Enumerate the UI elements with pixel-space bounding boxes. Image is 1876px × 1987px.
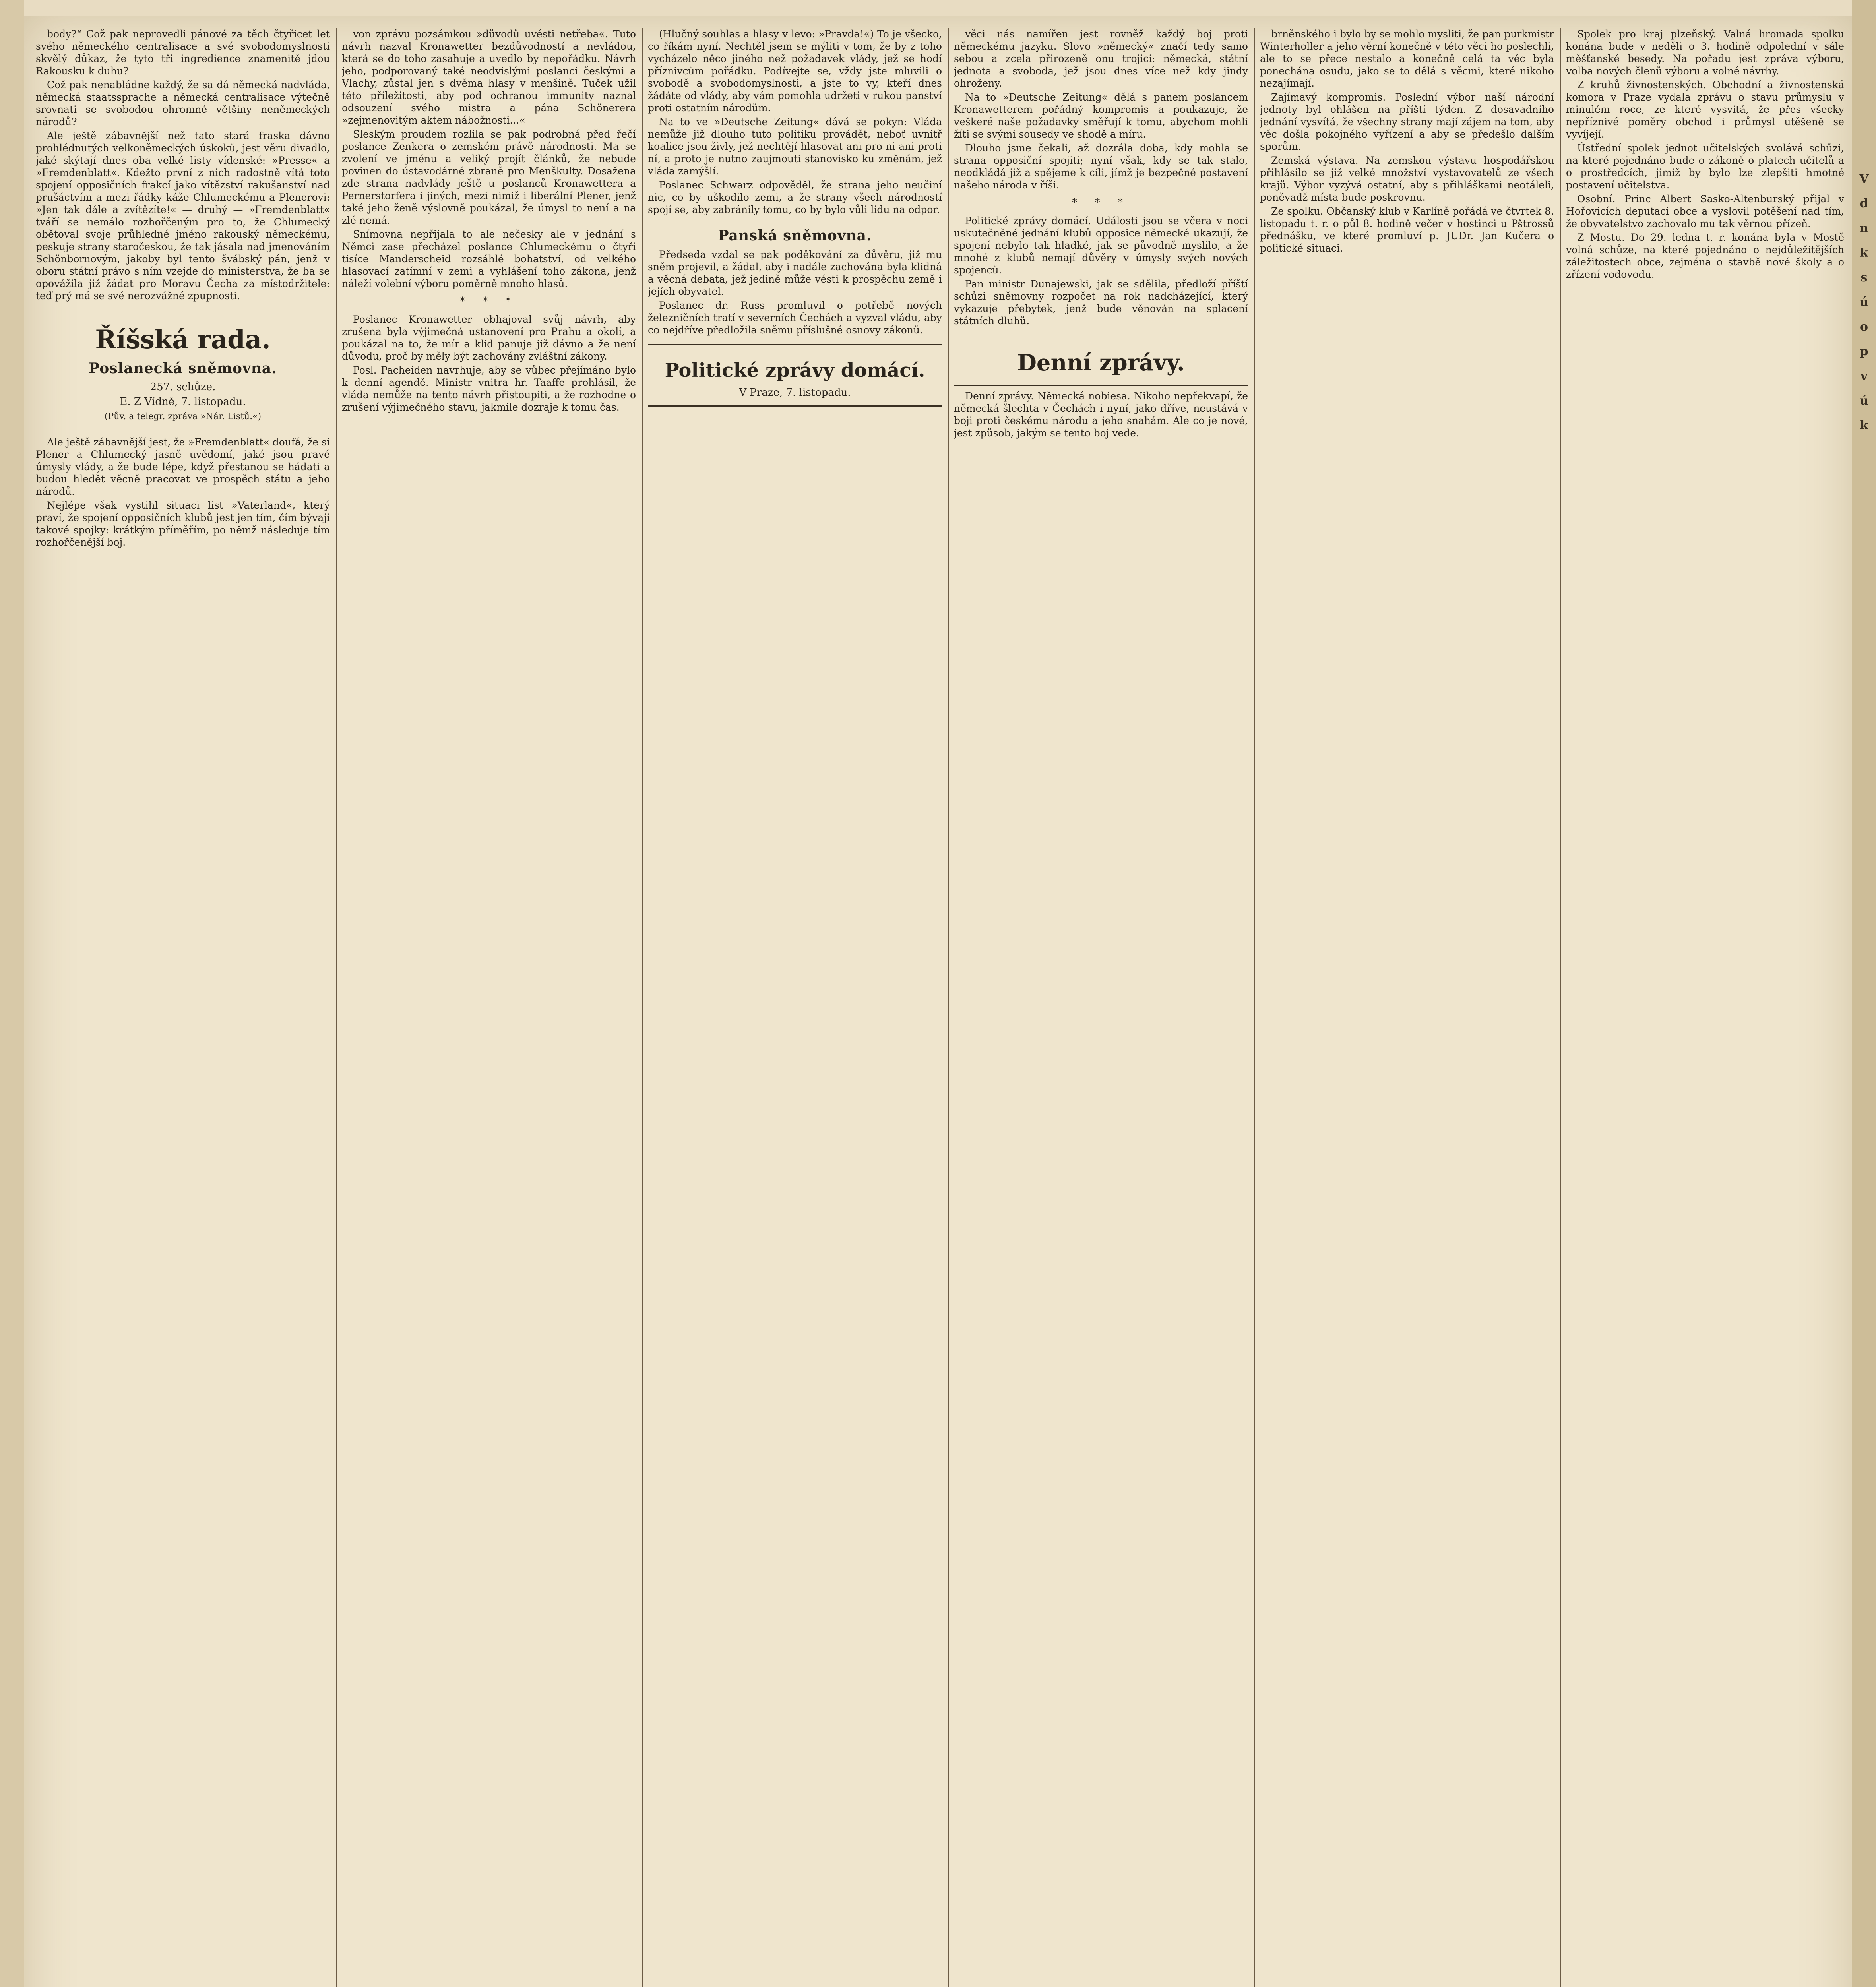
edge-letter: v [1860,369,1868,383]
column-4 [954,28,1248,1987]
denni-heading-block [954,335,1248,386]
section-title-panska: Panská sněmovna. [718,227,872,244]
column-3 [648,28,942,1987]
edge-letter: d [1860,197,1868,211]
paragraph: Z kruhů živnostenských. Obchodní a živnostenská komora v Praze vydala zprávu o stavu průmyslu v minulém roce, ze které vysvítá, že přes všecky nepříznivé poměry obchod i průmysl utěšeně se vyvíjejí. [1566,79,1844,140]
edge-letter: o [1860,320,1868,334]
column-2 [342,28,636,1987]
edge-letter: k [1860,246,1868,260]
column-1 [36,28,330,1987]
edge-letter: n [1860,221,1868,235]
column-5 [1260,28,1554,1987]
paragraph: Na to ve »Deutsche Zeitung« dává se pokyn: Vláda nemůže již dlouho tuto politiku provádět, neboť uvnitř koalice jsou živly, jež nechtějí hlasovat ani pro ni ani proti ní, a proto je nutno zaujmouti stanovisko ku změnám, jež vláda zamýšlí. [648,116,942,177]
right-page-edge [1852,0,1876,1987]
column-rule [336,28,337,1987]
paragraph: Na to »Deutsche Zeitung« dělá s panem poslancem Kronawetterem pořádný kompromis a poukazuje, že veškeré naše požadavky směřují k tomu, abychom mohli žíti se svými sousedy ve shodě a míru. [954,91,1248,140]
paragraph: body?“ Což pak neprovedli pánové za těch čtyřicet let svého německého centralisace a své svobodomyslnosti skvělý důkaz, že tyto tři ingredience znamenitě jdou Rakousku k duhu? [36,28,330,77]
paragraph: Předseda vzdal se pak poděkování za důvěru, již mu sněm projevil, a žádal, aby i nadále zachována byla klidná a věcná debata, jež jedině může vésti k prospěchu země i jejích obyvatel. [648,249,942,297]
column-rule [642,28,643,1987]
paragraph: Což pak nenabládne každý, že sa dá německá nadvláda, německá staatssprache a německá centralisace výtečně srovnati se svobodou ohromné většiny neněmeckých národů? [36,79,330,128]
paragraph: Ale ještě zábavnější jest, že »Fremdenblatt« doufá, že si Plener a Chlumecký jasně uvědomí, jaké jsou pravé úmysly vlády, a že bude lépe, když přestanou se hádati a budou hledět věcně pracovat ve prospěch státu a jeho národů. [36,436,330,497]
paragraph: Pan ministr Dunajewski, jak se sdělila, předloží příští schůzi sněmovny rozpočet na rok nadcházející, který vykazuje přebytek, jenž bude věnován na splacení státních dluhů. [954,278,1248,327]
paragraph: Snímovna nepřijala to ale nečesky ale v jednání s Němci zase přecházel poslance Chlumeckému o čtyři tisíce Manderscheid rozsáhlé bohatství, od velkého hlasovací zatímní v zemi a vyhlášení toho zákona, jenž náleží volební výboru poměrně mnoho hlasů. [342,229,636,289]
section-title-rada: Říšská rada. [95,325,271,354]
paragraph: Spolek pro kraj plzeňský. Valná hromada spolku konána bude v neděli o 3. hodině odpolední v sále měšťanské besedy. Na pořadu jest zpráva výboru, volba nových členů výboru a volné návrhy. [1566,28,1844,77]
edge-letter: p [1860,345,1868,358]
paragraph: věci nás namířen jest rovněž každý boj proti německému jazyku. Slovo »německý« značí tedy samo sebou a zcela přirozeně onu trojici: německá, státní jednota a svoboda, jež jsou dnes více než kdy jindy ohroženy. [954,28,1248,89]
newspaper-page [24,16,1852,1987]
paragraph: Ale ještě zábavnější než tato stará fraska dávno prohlédnutých velkoněmeckých úskoků, jest věru divadlo, jaké skýtají dnes oba velké listy vídenské: »Presse« a »Fremdenblatt«. Kdežto první z nich radostně vítá toto spojení opposičních frakcí jako vítězství rakušanství nad prušáctvím a mezi řádky káže Chlumeckému a Plenerovi: »Jen tak dále a zvítězíte!« — druhý — »Fremdenblatt« tváří se nemálo rozhořčeným pro to, že Chlumecký obětoval svoje průhledné jméno rakouský německému, peskuje strany staročeskou, že tak jásala nad jmenováním Schönbornovým, jakoby byl tento švábský pán, jenž v oboru státní právo s ním vzejde do ministerstva, že ba se opovážila již žádat pro Moravu Čecha za místodržitele: teď prý má se své nerozvážné zpupnosti. [36,130,330,302]
paragraph: Sleským proudem rozlila se pak podrobná před řečí poslance Zenkera o zemském právě národnosti. Ma se zvolení ve jménu a veliký projít článků, že nebude povinen do ústavodárné zbraně pro Menškulty. Dosažena zde strana nadvlády ještě u poslanců Kronawettera a Pernerstorfera i jiných, mezi nimiž i liberální Plener, jenž také jeho ženě výslovně poukázal, že úmysl to není a na zlé nemá. [342,128,636,226]
paragraph: Politické zprávy domácí. Události jsou se včera v noci uskutečněné jednání klubů opposice německé ukazují, že spojení nebylo tak hladké, jak se původně myslilo, a že mnohé z klubů nemají důvěry v úmysly svých nových spojenců. [954,215,1248,276]
dateline: E. Z Vídně, 7. listopadu. [120,396,246,408]
section-title-politicke: Politické zprávy domácí. [665,359,925,382]
edge-letter: k [1860,418,1868,432]
section-subtitle-snem: Poslanecká sněmovna. [89,360,277,377]
paragraph: (Hlučný souhlas a hlasy v levo: »Pravda!«) To je všecko, co říkám nyní. Nechtěl jsem se mýliti v tom, že by z toho vycházelo něco jiného než požadavek vlády, jež se hodí příznivcům pořádku. Podívejte se, vždy jste mluvili o svobodě a svobodomyslnosti, a jste to vy, kteří dnes žádáte od vlády, aby vám pomohla udržeti v rukou panství proti ostatním národům. [648,28,942,114]
section-separator: * * * [1072,197,1130,209]
paragraph: Dlouho jsme čekali, až dozrála doba, kdy mohla se strana opposiční spojiti; nyní však, kdy se tak stalo, neodkládá již a spějeme k cíli, jímž je bezpečné postavení našeho národa v říši. [954,142,1248,191]
rada-heading-block [36,310,330,432]
edge-letters [1855,167,1874,438]
paragraph: Nejlépe však vystihl situaci list »Vaterland«, který praví, že spojení opposičních klubů jest jen tím, čím bývají takové spojky: krátkým příměřím, po němž následuje tím rozhořčenější boj. [36,500,330,548]
paragraph: Ze spolku. Občanský klub v Karlíně pořádá ve čtvrtek 8. listopadu t. r. o půl 8. hodině večer v hostinci u Pštrossů přednášku, ve které promluví p. JUDr. Jan Kučera o politické situaci. [1260,205,1554,254]
paragraph: Ústřední spolek jednot učitelských svolává schůzi, na které pojednáno bude o zákoně o platech učitelů a o prostředcích, jimiž by bylo lze zlepšiti hmotné postavení učitelstva. [1566,142,1844,191]
edge-letter: ú [1860,295,1868,309]
edge-letter: ú [1860,394,1868,408]
section-title-denni: Denní zprávy. [1017,350,1185,376]
paragraph: Zajímavý kompromis. Poslední výbor naší národní jednoty byl ohlášen na příští týden. Z dosavadního jednání vysvítá, že všechny strany mají zájem na tom, aby věc došla pokojného vyřízení a aby se předešlo dalším sporům. [1260,91,1554,152]
column-rule [1560,28,1561,1987]
edge-letter: V [1859,172,1869,186]
column-rule [948,28,949,1987]
praha-dateline: V Praze, 7. listopadu. [739,387,851,399]
paragraph: Osobní. Princ Albert Sasko-Altenburský přijal v Hořovicích deputaci obce a vyslovil potěšení nad tím, že obyvatelstvo zachovalo mu tak věrnou přízeň. [1566,193,1844,229]
column-rule [1254,28,1255,1987]
paragraph: brněnského i bylo by se mohlo mysliti, že pan purkmistr Winterholler a jeho věrní konečně v této věci ho poslechli, ale to se přece nestalo a konečně celá ta věc byla ponechána osudu, jako se to dělá s věcmi, které nikoho nezajímají. [1260,28,1554,89]
paragraph: Denní zprávy. Německá nobiesa. Nikoho nepřekvapí, že německá šlechta v Čechách i nyní, jako dříve, neustává v boji proti českému národu a jeho snahám. Ale co je nové, jest způsob, jakým se tento boj vede. [954,390,1248,439]
edge-letter: s [1860,271,1868,285]
paragraph: Poslanec dr. Russ promluvil o potřebě nových železničních tratí v severních Čechách a vyzval vládu, aby co nejdříve předložila sněmu příslušné osnovy zákonů. [648,300,942,336]
politicke-heading-block [648,344,942,407]
paragraph: Posl. Pacheiden navrhuje, aby se vůbec přejímáno bylo k denní agendě. Ministr vnitra hr. Taaffe prohlásil, že vláda nemůže na tento návrh přistoupiti, a že rozhodne o zrušení výjimečného stavu, jakmile dozraje k tomu čas. [342,364,636,413]
paragraph: Poslanec Kronawetter obhajoval svůj návrh, aby zrušena byla výjimečná ustanovení pro Prahu a okolí, a poukázal na to, že mír a klid panuje již dávno a že není důvodu, proč by měly být zachovány zvláštní zákony. [342,314,636,362]
paragraph: Z Mostu. Do 29. ledna t. r. konána byla v Mostě volná schůze, na které pojednáno o nejdůležitějších záležitostech obce, zejména o stavbě nové školy a o zřízení vodovodu. [1566,232,1844,280]
paragraph: Zemská výstava. Na zemskou výstavu hospodářskou přihlásilo se již velké množství vystavovatelů ze všech krajů. Výbor vyzývá ostatní, aby s přihláškami neotáleli, poněvadž místa bude poskrovnu. [1260,155,1554,203]
paragraph: Poslanec Schwarz odpověděl, že strana jeho neučiní nic, co by uškodilo zemi, a že strany všech národností spojí se, aby zabránily tomu, co by bylo vůli lidu na odpor. [648,179,942,215]
column-6 [1566,28,1844,1987]
session-number: 257. schůze. [150,381,216,393]
left-page-margin [0,0,24,1987]
source-note: (Pův. a telegr. zpráva »Nár. Listů.«) [104,412,262,422]
section-separator: * * * [460,295,518,307]
paragraph: von zprávu pozsámkou »důvodů uvésti netřeba«. Tuto návrh nazval Kronawetter bezdůvodností a nevládou, která se do toho zasahuje a uvedlo by nepořádku. Návrh jeho, podporovaný také neodvislými poslanci českými a Vlachy, zůstal jen s dvěma hlasy v menšině. Tuček užil této příležitosti, aby pod ochranou immunity naznal odsouzení svého mistra a pána Schönerera »zejmenovitým aktem nábožnosti...« [342,28,636,126]
